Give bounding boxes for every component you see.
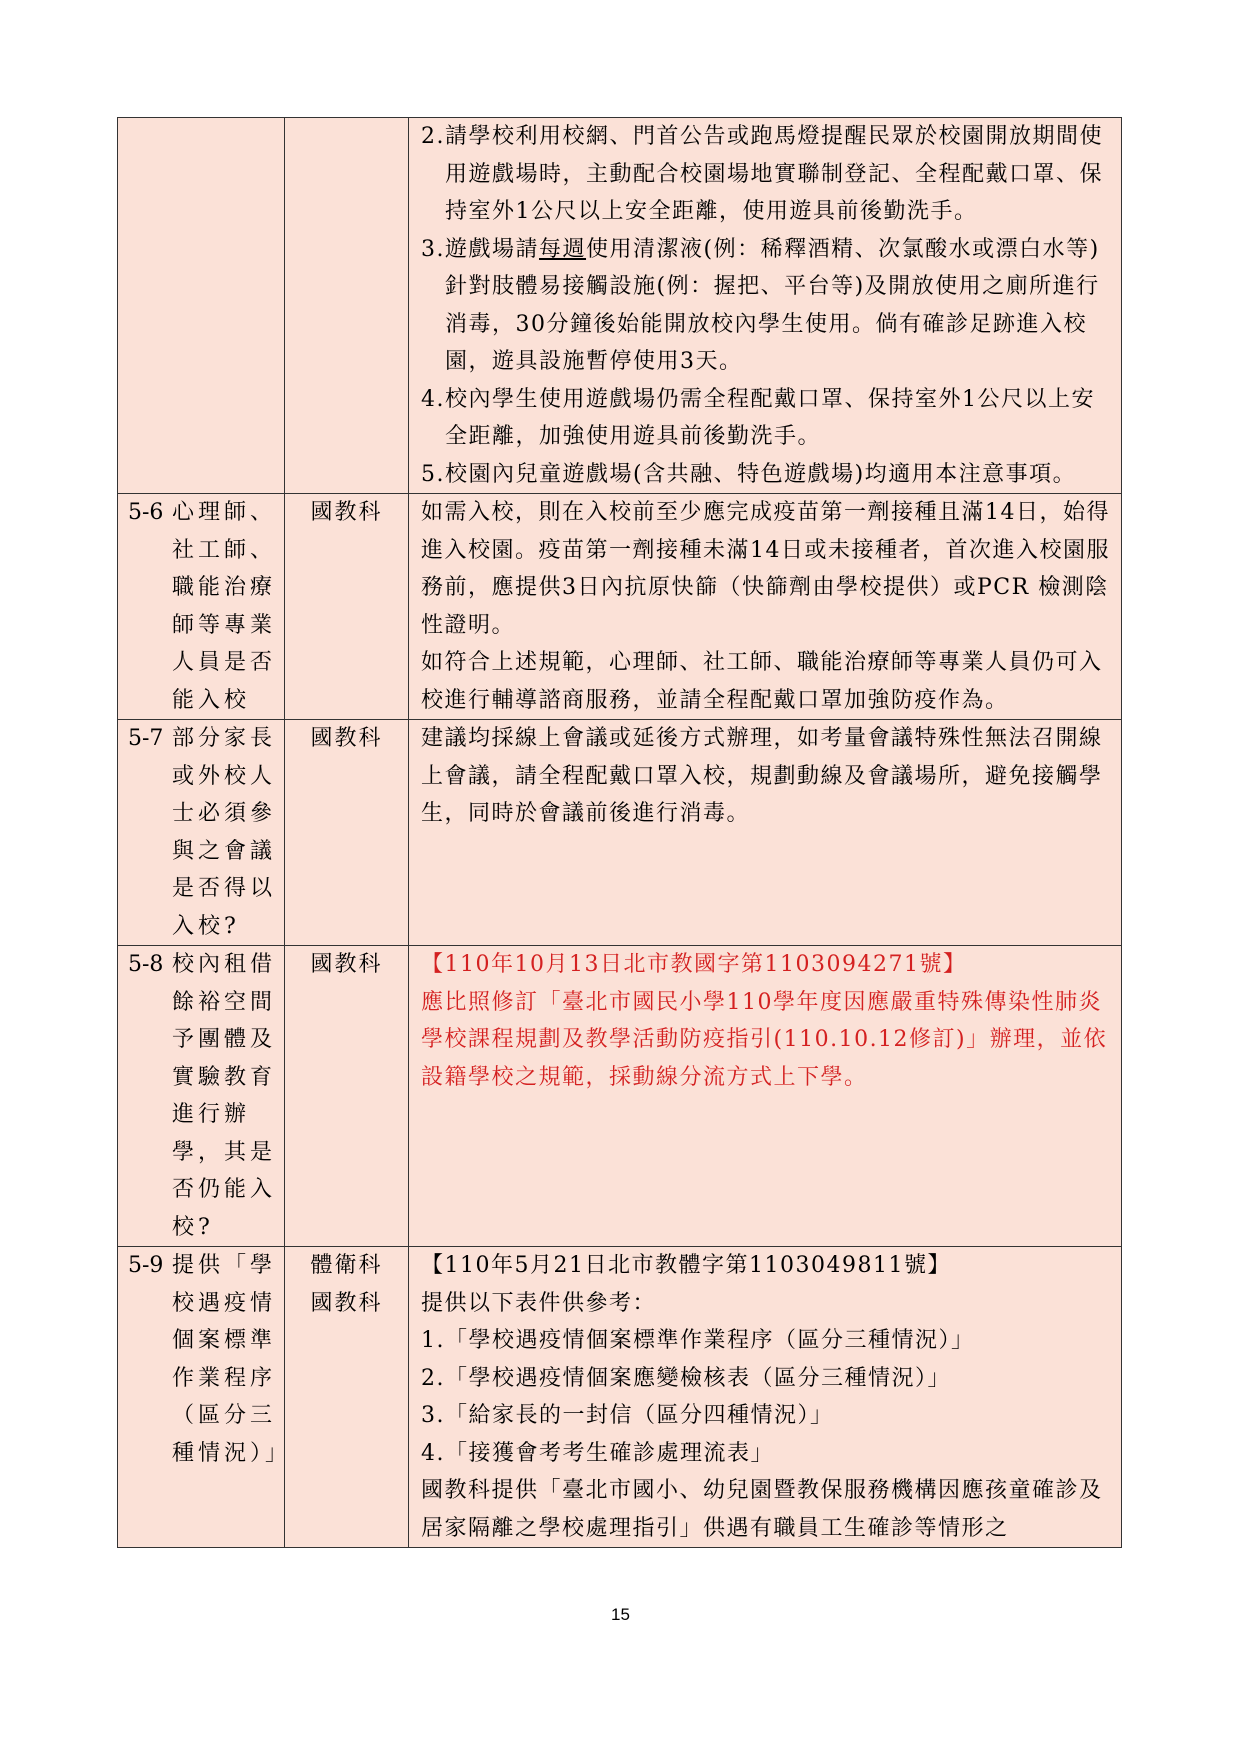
list-item: 3.「給家長的一封信（區分四種情況）」 <box>421 1403 834 1428</box>
question-text: 心理師、社工師、職能治療師等專業人員是否能入校 <box>172 500 277 713</box>
underlined-text: 每週 <box>539 236 587 262</box>
list-item: 2.「學校遇疫情個案應變檢核表（區分三種情況）」 <box>421 1365 951 1391</box>
dept-cell <box>285 720 409 946</box>
faq-table <box>117 117 1122 1548</box>
content-cell <box>409 118 1122 494</box>
table-row <box>118 946 1122 1247</box>
dept-cell <box>285 118 409 494</box>
content-cell <box>409 1247 1122 1548</box>
list-item: 4.「接獲會考考生確診處理流表」 <box>421 1440 774 1466</box>
dept-cell <box>285 946 409 1247</box>
dept-name: 國教科 <box>310 500 383 525</box>
dept-name: 國教科 <box>310 726 383 751</box>
content-cell <box>409 720 1122 946</box>
table-row <box>118 494 1122 720</box>
dept-cell <box>285 1247 409 1548</box>
paragraph: 建議均採線上會議或延後方式辦理，如考量會議特殊性無法召開線上會議，請全程配戴口罩入校，規劃動線及會議場所，避免接觸學生，同時於會議前後進行消毒。 <box>421 726 1103 826</box>
question-number: 5-7 <box>128 726 164 751</box>
paragraph: 提供以下表件供參考： <box>421 1290 657 1316</box>
paragraph: 如符合上述規範，心理師、社工師、職能治療師等專業人員仍可入校進行輔導諮商服務，並請全程配戴口罩加強防疫作為。 <box>421 650 1103 713</box>
dept-name: 國教科 <box>310 952 383 977</box>
list-item: 4.校內學生使用遊戲場仍需全程配戴口罩、保持室外1公尺以上安全距離，加強使用遊具前後勤洗手。 <box>421 386 1095 449</box>
content-cell <box>409 946 1122 1247</box>
question-cell <box>118 946 285 1247</box>
question-cell <box>118 494 285 720</box>
question-number: 5-6 <box>128 500 164 525</box>
table-row <box>118 720 1122 946</box>
question-cell <box>118 118 285 494</box>
reference-number: 【110年5月21日北市教體字第1103049811號】 <box>421 1253 951 1278</box>
table-row <box>118 1247 1122 1548</box>
question-number: 5-9 <box>128 1253 164 1278</box>
question-cell <box>118 720 285 946</box>
list-item: 2.請學校利用校網、門首公告或跑馬燈提醒民眾於校園開放期間使用遊戲場時，主動配合校園場地實聯制登記、全程配戴口罩、保持室外1公尺以上安全距離，使用遊具前後勤洗手。 <box>421 124 1104 224</box>
page-number: 15 <box>611 1605 630 1624</box>
dept-name: 國教科 <box>310 1290 383 1316</box>
table-row <box>118 118 1122 494</box>
dept-name: 體衛科 <box>310 1253 383 1278</box>
list-item: 3.遊戲場請每週使用清潔液(例：稀釋酒精、次氯酸水或漂白水等)針對肢體易接觸設施(例：握把、平台等)及開放使用之廁所進行消毒，30分鐘後始能開放校內學生使用。倘有確診足跡進入校園，遊具設施暫停使用3天。 <box>421 236 1100 374</box>
list-item: 5.校園內兒童遊戲場(含共融、特色遊戲場)均適用本注意事項。 <box>421 461 1077 487</box>
content-cell <box>409 494 1122 720</box>
question-text: 校內租借餘裕空間予團體及實驗教育進行辦學，其是否仍能入校? <box>172 952 277 1240</box>
reference-number: 【110年10月13日北市教國字第1103094271號】 <box>421 952 967 977</box>
question-text: 部分家長或外校人士必須參與之會議是否得以入校? <box>172 726 277 939</box>
question-number: 5-8 <box>128 952 164 977</box>
question-cell <box>118 1247 292 1548</box>
list-item: 1.「學校遇疫情個案標準作業程序（區分三種情況）」 <box>421 1328 975 1353</box>
question-text: 提供「學校遇疫情個案標準作業程序（區分三種情況）」 <box>172 1253 292 1466</box>
dept-cell <box>285 494 409 720</box>
paragraph: 如需入校，則在入校前至少應完成疫苗第一劑接種且滿14日，始得進入校園。疫苗第一劑接種未滿14日或未接種者，首次進入校園服務前，應提供3日內抗原快篩（快篩劑由學校提供）或PCR 檢測陰性證明。 <box>421 500 1110 638</box>
paragraph: 國教科提供「臺北市國小、幼兒園暨教保服務機構因應孩童確診及居家隔離之學校處理指引」供遇有職員工生確診等情形之 <box>421 1478 1103 1541</box>
paragraph: 應比照修訂「臺北市國民小學110學年度因應嚴重特殊傳染性肺炎學校課程規劃及教學活動防疫指引(110.10.12修訂)」辦理，並依設籍學校之規範，採動線分流方式上下學。 <box>421 989 1108 1090</box>
